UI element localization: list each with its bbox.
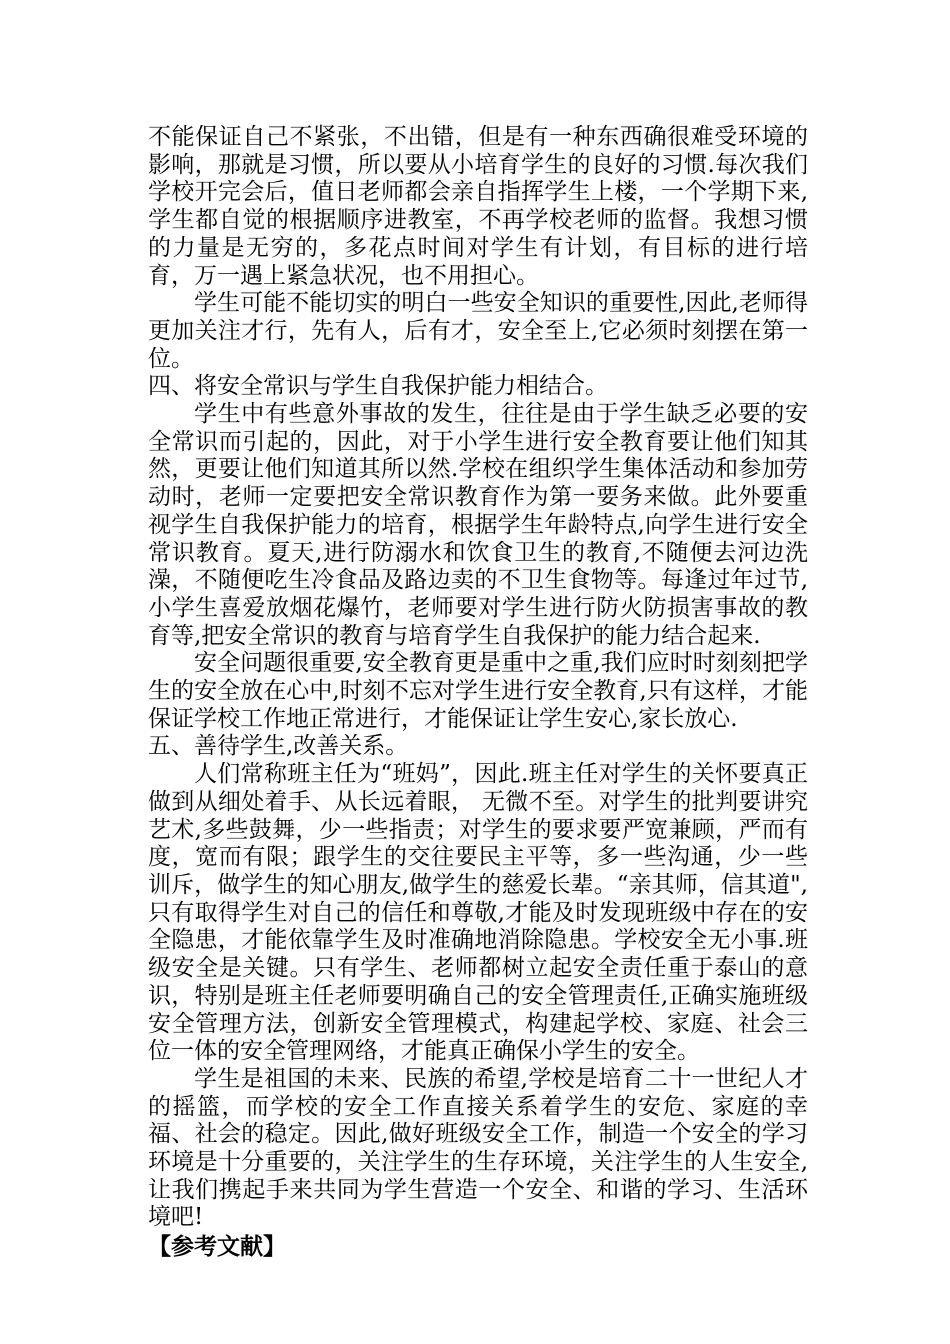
body-paragraph: 学生可能不能切实的明白一些安全知识的重要性,因此,老师得更加关注才行，先有人，后有才，安全至上,它必须时刻摆在第一位。 [148, 290, 808, 372]
section-heading: 四、将安全常识与学生自我保护能力相结合。 [148, 373, 608, 400]
references-heading: 【参考文献】 [148, 1233, 286, 1261]
body-paragraph: 人们常称班主任为“班妈”，因此.班主任对学生的关怀要真正做到从细处着手、从长远着眼， 无微不至。对学生的批判要讲究艺术,多些鼓舞，少一些指责；对学生的要求要严宽兼顾，严而有度，宽而有限；跟学生的交往要民主平等，多一些沟通，少一些训斥，做学生的知心朋友,做学生的慈爱长辈。“亲其师，信其道",只有取得学生对自己的信任和尊敬,才能及时发现班级中存在的安全隐患，才能依靠学生及时准确地消除隐患。学校安全无小事.班级安全是关键。只有学生、老师都树立起安全责任重于泰山的意识，特别是班主任老师要明确自己的安全管理责任,正确实施班级安全管理方法，创新安全管理模式，构建起学校、家庭、社会三位一体的安全管理网络，才能真正确保小学生的安全。 [148, 761, 808, 1065]
body-paragraph: 学生是祖国的未来、民族的希望,学校是培育二十一世纪人才的摇篮，而学校的安全工作直接关系着学生的安危、家庭的幸福、社会的稳定。因此,做好班级安全工作，制造一个安全的学习环境是十分重要的，关注学生的生存环境，关注学生的人生安全,让我们携起手来共同为学生营造一个安全、和谐的学习、生活环境吧! [148, 1065, 808, 1231]
body-paragraph: 不能保证自己不紧张，不出错，但是有一种东西确很难受环境的影响，那就是习惯，所以要从小培育学生的良好的习惯.每次我们学校开完会后，值日老师都会亲自指挥学生上楼，一个学期下来,学生都自觉的根据顺序进教室，不再学校老师的监督。我想习惯的力量是无穷的，多花点时间对学生有计划，有目标的进行培育，万一遇上紧急状况，也不用担心。 [148, 124, 808, 289]
body-paragraph: 安全问题很重要,安全教育更是重中之重,我们应时时刻刻把学生的安全放在心中,时刻不忘对学生进行安全教育,只有这样，才能保证学校工作地正常进行，才能保证让学生安心,家长放心. [148, 650, 808, 732]
body-paragraph: 学生中有些意外事故的发生，往往是由于学生缺乏必要的安全常识而引起的，因此，对于小学生进行安全教育要让他们知其然，更要让他们知道其所以然.学校在组织学生集体活动和参加劳动时，老师一定要把安全常识教育作为第一要务来做。此外要重视学生自我保护能力的培育，根据学生年龄特点,向学生进行安全常识教育。夏天,进行防溺水和饮食卫生的教育,不随便去河边洗澡，不随便吃生冷食品及路边卖的不卫生食物等。每逢过年过节,小学生喜爱放烟花爆竹，老师要对学生进行防火防损害事故的教育等,把安全常识的教育与培育学生自我保护的能力结合起来. [148, 401, 808, 649]
section-heading: 五、善待学生,改善关系。 [148, 733, 409, 760]
document-page [148, 124, 808, 1261]
